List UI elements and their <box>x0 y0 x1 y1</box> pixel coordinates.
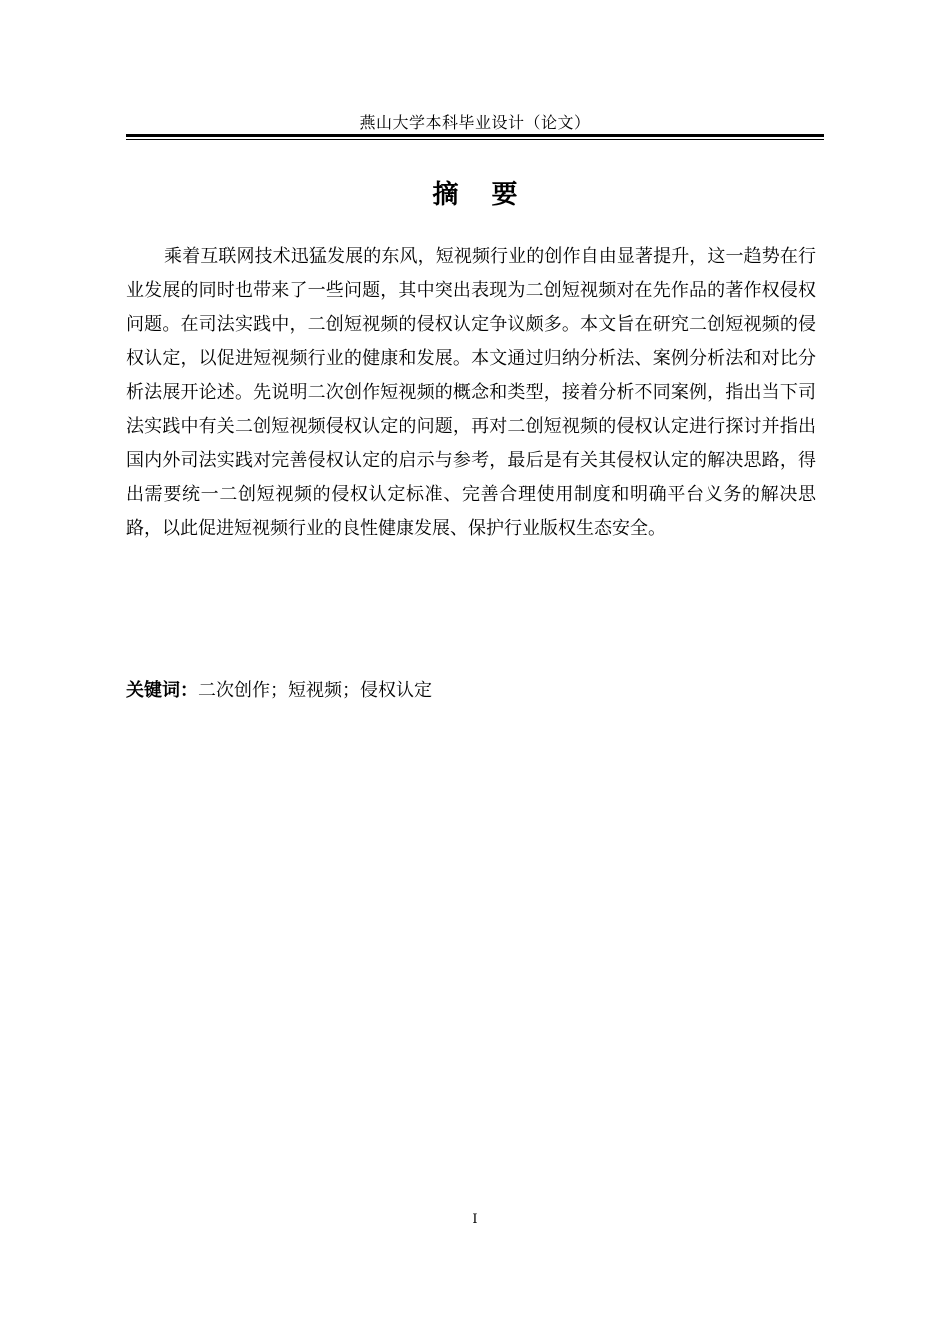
keywords-value: 二次创作；短视频；侵权认定 <box>198 680 432 701</box>
keywords-label: 关键词： <box>126 680 198 701</box>
page-number: I <box>472 1212 478 1227</box>
running-header: 燕山大学本科毕业设计（论文） <box>359 113 591 132</box>
abstract-title: 摘 要 <box>432 180 530 210</box>
abstract-body: 乘着互联网技术迅猛发展的东风，短视频行业的创作自由显著提升，这一趋势在行业发展的同时也带来了一些问题，其中突出表现为二创短视频对在先作品的著作权侵权问题。在司法实践中，二创短视频的侵权认定争议颇多。本文旨在研究二创短视频的侵权认定，以促进短视频行业的健康和发展。本文通过归纳分析法、案例分析法和对比分析法展开论述。先说明二次创作短视频的概念和类型，接着分析不同案例，指出当下司法实践中有关二创短视频侵权认定的问题，再对二创短视频的侵权认定进行探讨并指出国内外司法实践对完善侵权认定的启示与参考，最后是有关其侵权认定的解决思路，得出需要统一二创短视频的侵权认定标准、完善合理使用制度和明确平台义务的解决思路，以此促进短视频行业的良性健康发展、保护行业版权生态安全。 <box>126 246 816 539</box>
header-rule-thin <box>126 139 824 140</box>
keywords-line <box>126 674 824 708</box>
header-rule-thick <box>126 134 824 137</box>
